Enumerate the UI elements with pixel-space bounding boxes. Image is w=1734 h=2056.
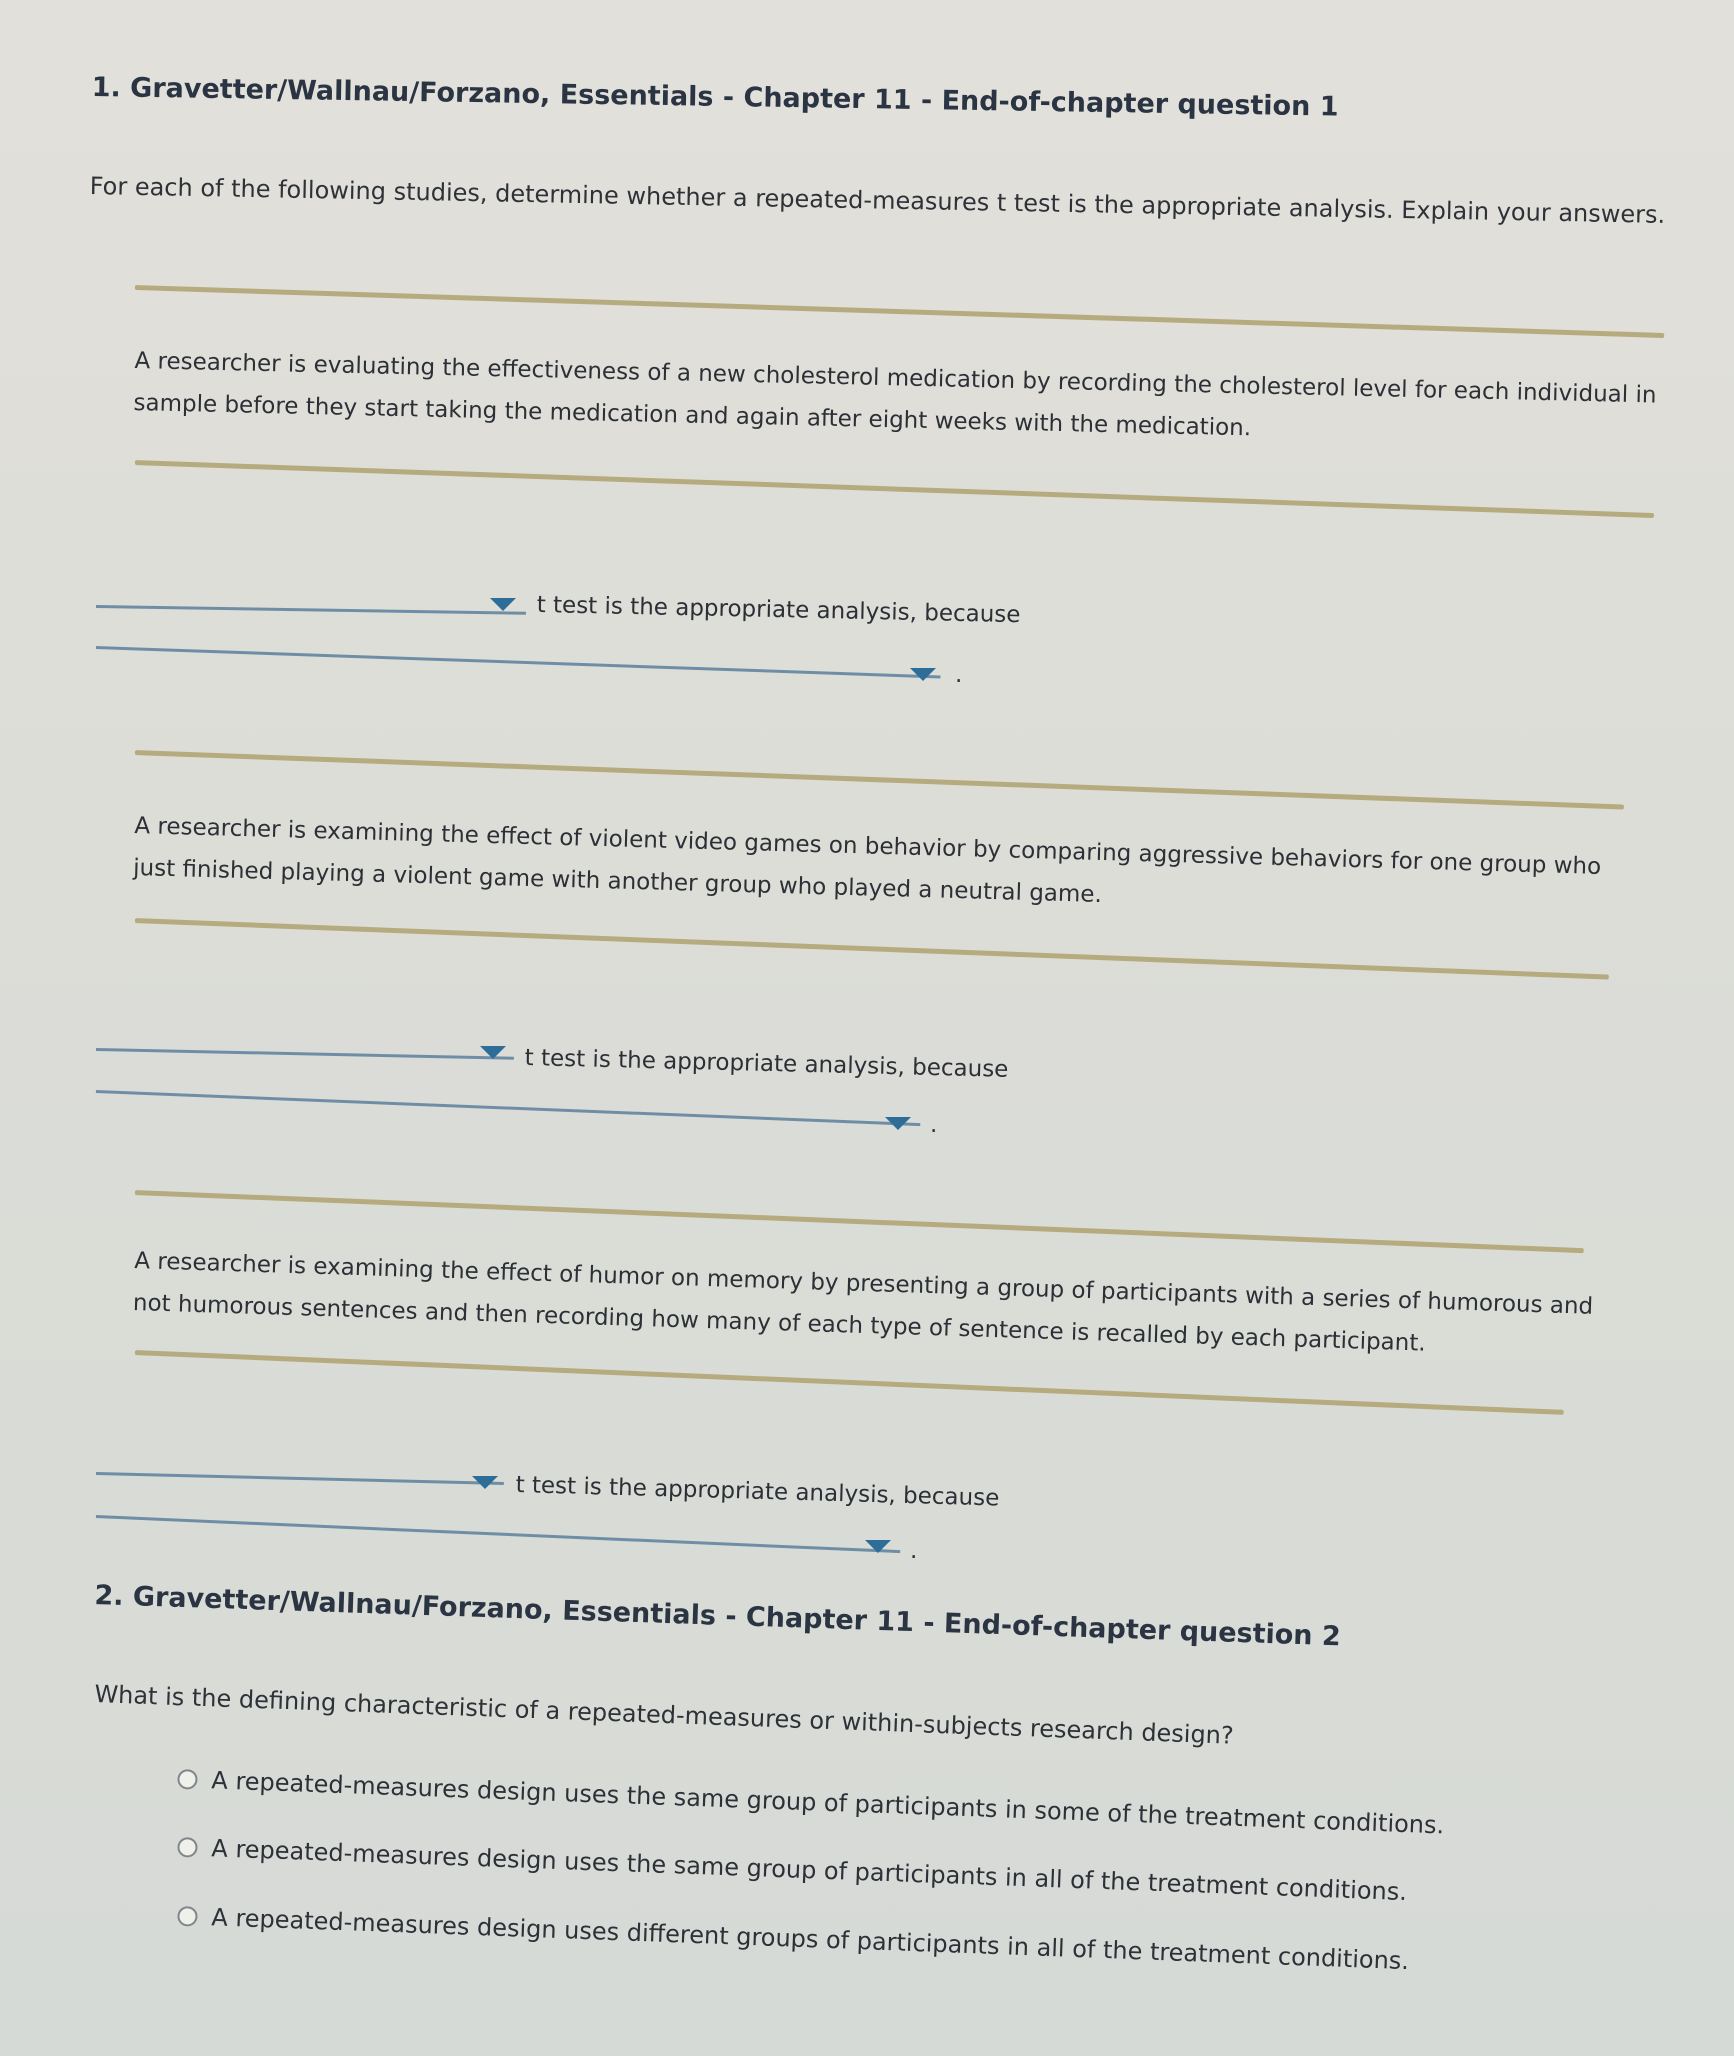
- study-1-bottom-divider: [135, 460, 1654, 518]
- chevron-down-icon[interactable]: [480, 1046, 506, 1059]
- study-2-bottom-divider: [135, 918, 1609, 980]
- radio-button[interactable]: [177, 1769, 198, 1790]
- chevron-down-icon[interactable]: [910, 668, 936, 681]
- study-1-top-divider: [135, 285, 1664, 338]
- question-2-option-1[interactable]: [177, 1765, 1445, 1839]
- chevron-down-icon[interactable]: [865, 1540, 891, 1553]
- study-2-select-2[interactable]: [96, 1090, 920, 1126]
- option-label: A repeated-measures design uses the same group of participants in some of the treatment conditions.: [210, 1766, 1445, 1840]
- study-3-text: A researcher is examining the effect of humor on memory by presenting a group of participants with a series of humorous and not humorous sentences and then recording how many of each type of sentence is recalled by each participant.: [132, 1247, 1594, 1357]
- question-1-title: 1. Gravetter/Wallnau/Forzano, Essentials - Chapter 11 - End-of-chapter question 1: [91, 72, 1339, 123]
- study-3-after-select-text: t test is the appropriate analysis, because: [515, 1472, 1000, 1512]
- study-2-end-punct: .: [930, 1112, 938, 1138]
- question-2-title: 2. Gravetter/Wallnau/Forzano, Essentials - Chapter 11 - End-of-chapter question 2: [93, 1580, 1342, 1653]
- question-2-option-2[interactable]: [177, 1833, 1407, 1906]
- study-2-select-1[interactable]: [96, 1048, 514, 1060]
- chevron-down-icon[interactable]: [472, 1476, 498, 1489]
- question-2-prompt: What is the defining characteristic of a repeated-measures or within-subjects research design?: [93, 1680, 1235, 1750]
- study-1-end-punct: .: [955, 662, 963, 688]
- study-2-text: A researcher is examining the effect of violent video games on behavior by comparing aggressive behaviors for one group who just finished playing a violent game with another group who played a neutral game.: [132, 812, 1602, 909]
- study-3-top-divider: [135, 1190, 1584, 1253]
- study-3-end-punct: .: [910, 1538, 918, 1564]
- question-2-option-3[interactable]: [177, 1902, 1409, 1975]
- study-1-after-select-text: t test is the appropriate analysis, because: [536, 592, 1021, 629]
- chevron-down-icon[interactable]: [490, 598, 516, 611]
- study-3-select-2[interactable]: [96, 1515, 900, 1553]
- study-2-after-select-text: t test is the appropriate analysis, because: [524, 1045, 1009, 1083]
- option-label: A repeated-measures design uses the same group of participants in all of the treatment conditions.: [210, 1834, 1408, 1907]
- radio-button[interactable]: [177, 1837, 198, 1858]
- study-1-select-2[interactable]: [96, 646, 941, 678]
- option-label: A repeated-measures design uses different groups of participants in all of the treatment conditions.: [210, 1903, 1410, 1976]
- question-1-prompt: For each of the following studies, determine whether a repeated-measures t test is the appropriate analysis. Explain your answers.: [89, 172, 1666, 229]
- study-1-select-1[interactable]: [96, 605, 526, 615]
- study-2-top-divider: [135, 750, 1624, 810]
- chevron-down-icon[interactable]: [885, 1117, 911, 1130]
- radio-button[interactable]: [177, 1906, 198, 1927]
- study-3-select-1[interactable]: [96, 1472, 504, 1485]
- study-1-text: A researcher is evaluating the effectiveness of a new cholesterol medication by recording the cholesterol level for each individual in sample before they start taking the medication and again after eight weeks with the medication.: [133, 347, 1657, 442]
